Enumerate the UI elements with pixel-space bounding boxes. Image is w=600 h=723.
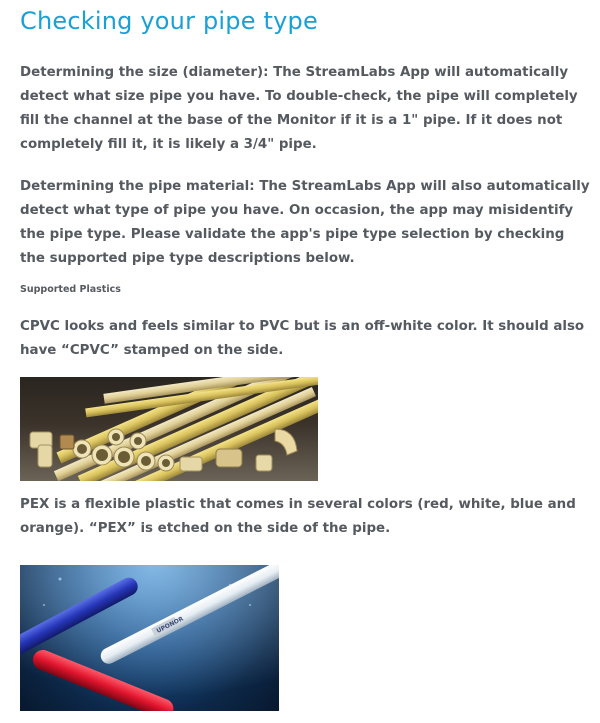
cpvc-pipes-illustration [20, 377, 318, 481]
size-paragraph: Determining the size (diameter): The StreamLabs App will automatically detect what size pipe you have. To double-check, the pipe will completely fill the channel at the base of the Monitor if it is a 1" pipe. If it does not completely fill it, it is likely a 3/4" pipe. [20, 65, 578, 152]
pex-pipes-illustration [20, 565, 279, 711]
page-title: Checking your pipe type [20, 7, 318, 35]
material-paragraph: Determining the pipe material: The StreamLabs App will also automatically detect what type of pipe you have. On occasion, the app may misidentify the pipe type. Please validate the app's pipe type selection by checking the supported pipe type descriptions below. [20, 179, 590, 266]
pex-pipes-image [20, 565, 279, 711]
svg-text:UPONOR: UPONOR [155, 615, 185, 635]
supported-plastics-heading: Supported Plastics [20, 284, 121, 295]
pex-paragraph: PEX is a flexible plastic that comes in several colors (red, white, blue and orange). “PEX” is etched on the side of the pipe. [20, 497, 576, 536]
cpvc-paragraph: CPVC looks and feels similar to PVC but is an off-white color. It should also have “CPVC” stamped on the side. [20, 319, 585, 358]
article [20, 0, 590, 711]
cpvc-pipes-image [20, 377, 318, 481]
